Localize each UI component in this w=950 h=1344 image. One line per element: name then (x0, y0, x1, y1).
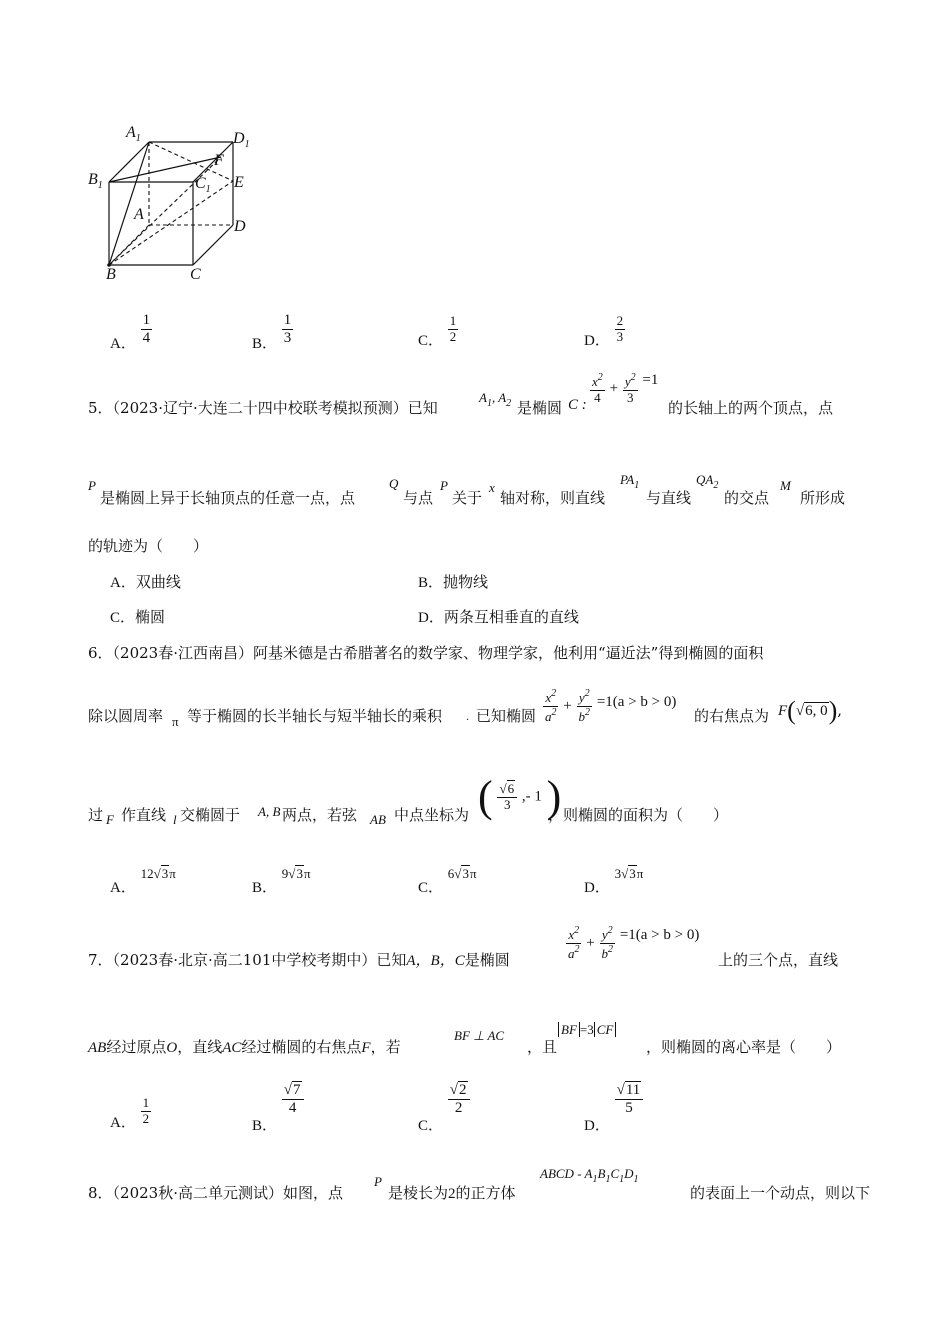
q5-P: P (88, 478, 96, 493)
fraction: $\frac{2}{3}$ (616, 313, 624, 344)
q8-line1d: 的表面上一个动点，则以下 (690, 1184, 871, 1202)
q4-option-a[interactable]: A． $\frac{1}{4}$ (110, 312, 151, 352)
q4-option-c[interactable]: C． $\frac{1}{2}$ (418, 313, 457, 350)
label-C: C (190, 266, 201, 283)
q5-option-a[interactable]: A．双曲线 (110, 573, 181, 591)
q6-line3b: 作直线 (121, 806, 167, 824)
q5-option-c[interactable]: C．椭圆 (110, 608, 166, 626)
q7-ellipse-eq: $\frac{x^2}{a^2}$ + $\frac{y^2}{b^2}$ =1(a > b > 0) (568, 925, 700, 961)
q6-AB: AB (370, 812, 386, 827)
q5-text1: 是椭圆 (517, 399, 563, 417)
q5-line2g: 所形成 (800, 489, 846, 507)
q5-line2c: 关于 (452, 489, 483, 507)
q5-text2: 的长轴上的两个顶点，点 (668, 399, 834, 417)
q5-line2b: 与点 (403, 489, 434, 507)
q7-perp: BF ⊥ AC (454, 1028, 505, 1043)
q4-option-b[interactable]: B． $\frac{1}{3}$ (252, 312, 292, 352)
q6-dot: . (466, 712, 470, 723)
q6-line3f: ，则椭圆的面积为（ ） (548, 806, 729, 824)
q5-M: M (780, 478, 791, 493)
q6-ellipse-eq: $\frac{x^2}{a^2}$ + $\frac{y^2}{b^2}$ =1(a > b > 0) (545, 688, 677, 724)
q6-AB-points: A, B (258, 804, 281, 819)
q7-line2: AB经过原点O，直线AC经过椭圆的右焦点F，若 (88, 1038, 401, 1056)
q7-line2f: ，则椭圆的离心率是（ ） (646, 1038, 842, 1056)
q6-line3a: 过 (88, 806, 104, 824)
fraction: $\frac{1}{2}$ (449, 313, 457, 344)
label-A1: $A_1$ (126, 124, 141, 144)
q6-line3c: 交椭圆于 (180, 806, 241, 824)
q8-P: P (374, 1174, 382, 1189)
q5-line2d: 轴对称，则直线 (500, 489, 606, 507)
q5-line2f: 的交点 (724, 489, 770, 507)
label-E: E (234, 174, 244, 191)
label-A: A (134, 206, 144, 223)
q5-option-b[interactable]: B．抛物线 (418, 573, 489, 591)
q7-line2e: ，且 (527, 1038, 558, 1056)
q5-vertices: $A_1$, $A_2$ (479, 390, 512, 409)
q6-midpoint: ( $\frac{√6}{3}$ ,- 1 ) (478, 772, 562, 821)
q6-line1: 6．（2023春·江西南昌）阿基米德是古希腊著名的数学家、物理学家，他利用“逼近法”得到椭圆的面积 (88, 644, 764, 662)
q5-line1: 5．（2023·辽宁·大连二十四中校联考模拟预测）已知 (88, 399, 438, 417)
q7-line1c: 上的三个点，直线 (718, 951, 839, 969)
q5-x: x (489, 480, 495, 495)
label-D1: $D_1$ (233, 130, 250, 150)
q6-pi: π (172, 714, 179, 729)
q6-option-b[interactable]: B． 9√3π (252, 866, 311, 896)
q6-line3e: 中点坐标为 (394, 806, 470, 824)
q6-line2b: 等于椭圆的长半轴长与短半轴长的乘积 (187, 707, 443, 725)
q5-option-d[interactable]: D．两条互相垂直的直线 (418, 608, 579, 626)
q5-Q: Q (389, 476, 399, 491)
q6-line3d: 两点，若弦 (282, 806, 358, 824)
q5-line3: 的轨迹为（ ） (88, 537, 209, 555)
q5-ellipse-eq: $\frac{x^2}{4}$ + $\frac{y^2}{3}$ =1 (592, 372, 659, 405)
q8-cube: ABCD - $A_1B_1C_1D_1$ (540, 1166, 639, 1185)
q5-QA: $QA_2$ (696, 472, 719, 491)
q7-option-a[interactable]: A． $\frac{1}{2}$ (110, 1095, 150, 1132)
fraction: $\frac{1}{3}$ (283, 312, 292, 347)
q7-abs-eq: BF =3 CF (558, 1022, 616, 1038)
q5-ellipse-label: C : (568, 397, 587, 413)
q5-P2: P (440, 478, 448, 493)
q6-option-c[interactable]: C． 6√3π (418, 866, 477, 896)
q4-option-d[interactable]: D． $\frac{2}{3}$ (584, 313, 624, 350)
q6-option-d[interactable]: D． 3√3π (584, 866, 644, 896)
q5-line2e: 与直线 (646, 489, 692, 507)
q7-option-b[interactable]: B． $\frac{√7}{4}$ (252, 1082, 304, 1118)
q5-line2: 是椭圆上异于长轴顶点的任意一点，点 (100, 489, 356, 507)
q6-option-a[interactable]: A． 12√3π (110, 866, 176, 896)
label-B: B (106, 266, 116, 283)
q7-line1: 7．（2023春·北京·高二101中学校考期中）已知A，B，C是椭圆 (88, 951, 510, 969)
label-B1: $B_1$ (88, 171, 103, 191)
q7-option-c[interactable]: C． $\frac{√2}{2}$ (418, 1082, 470, 1118)
q6-line2a: 除以圆周率 (88, 707, 164, 725)
q6-F: F (106, 812, 114, 827)
q6-focus: F(√6, 0), (778, 696, 843, 725)
label-D: D (234, 218, 246, 235)
label-F: F (214, 152, 224, 169)
q6-l: l (173, 812, 177, 827)
q5-PA: $PA_1$ (620, 472, 640, 491)
q8-line1: 8．（2023秋·高二单元测试）如图，点 (88, 1184, 343, 1202)
q8-line1b: 是棱长为2的正方体 (388, 1184, 516, 1202)
q6-line2c: 已知椭圆 (476, 707, 537, 725)
fraction: $\frac{1}{4}$ (142, 312, 151, 347)
label-C1: $C_1$ (195, 175, 211, 195)
q6-line2d: 的右焦点为 (694, 707, 770, 725)
q7-option-d[interactable]: D． $\frac{√11}{5}$ (584, 1082, 643, 1118)
